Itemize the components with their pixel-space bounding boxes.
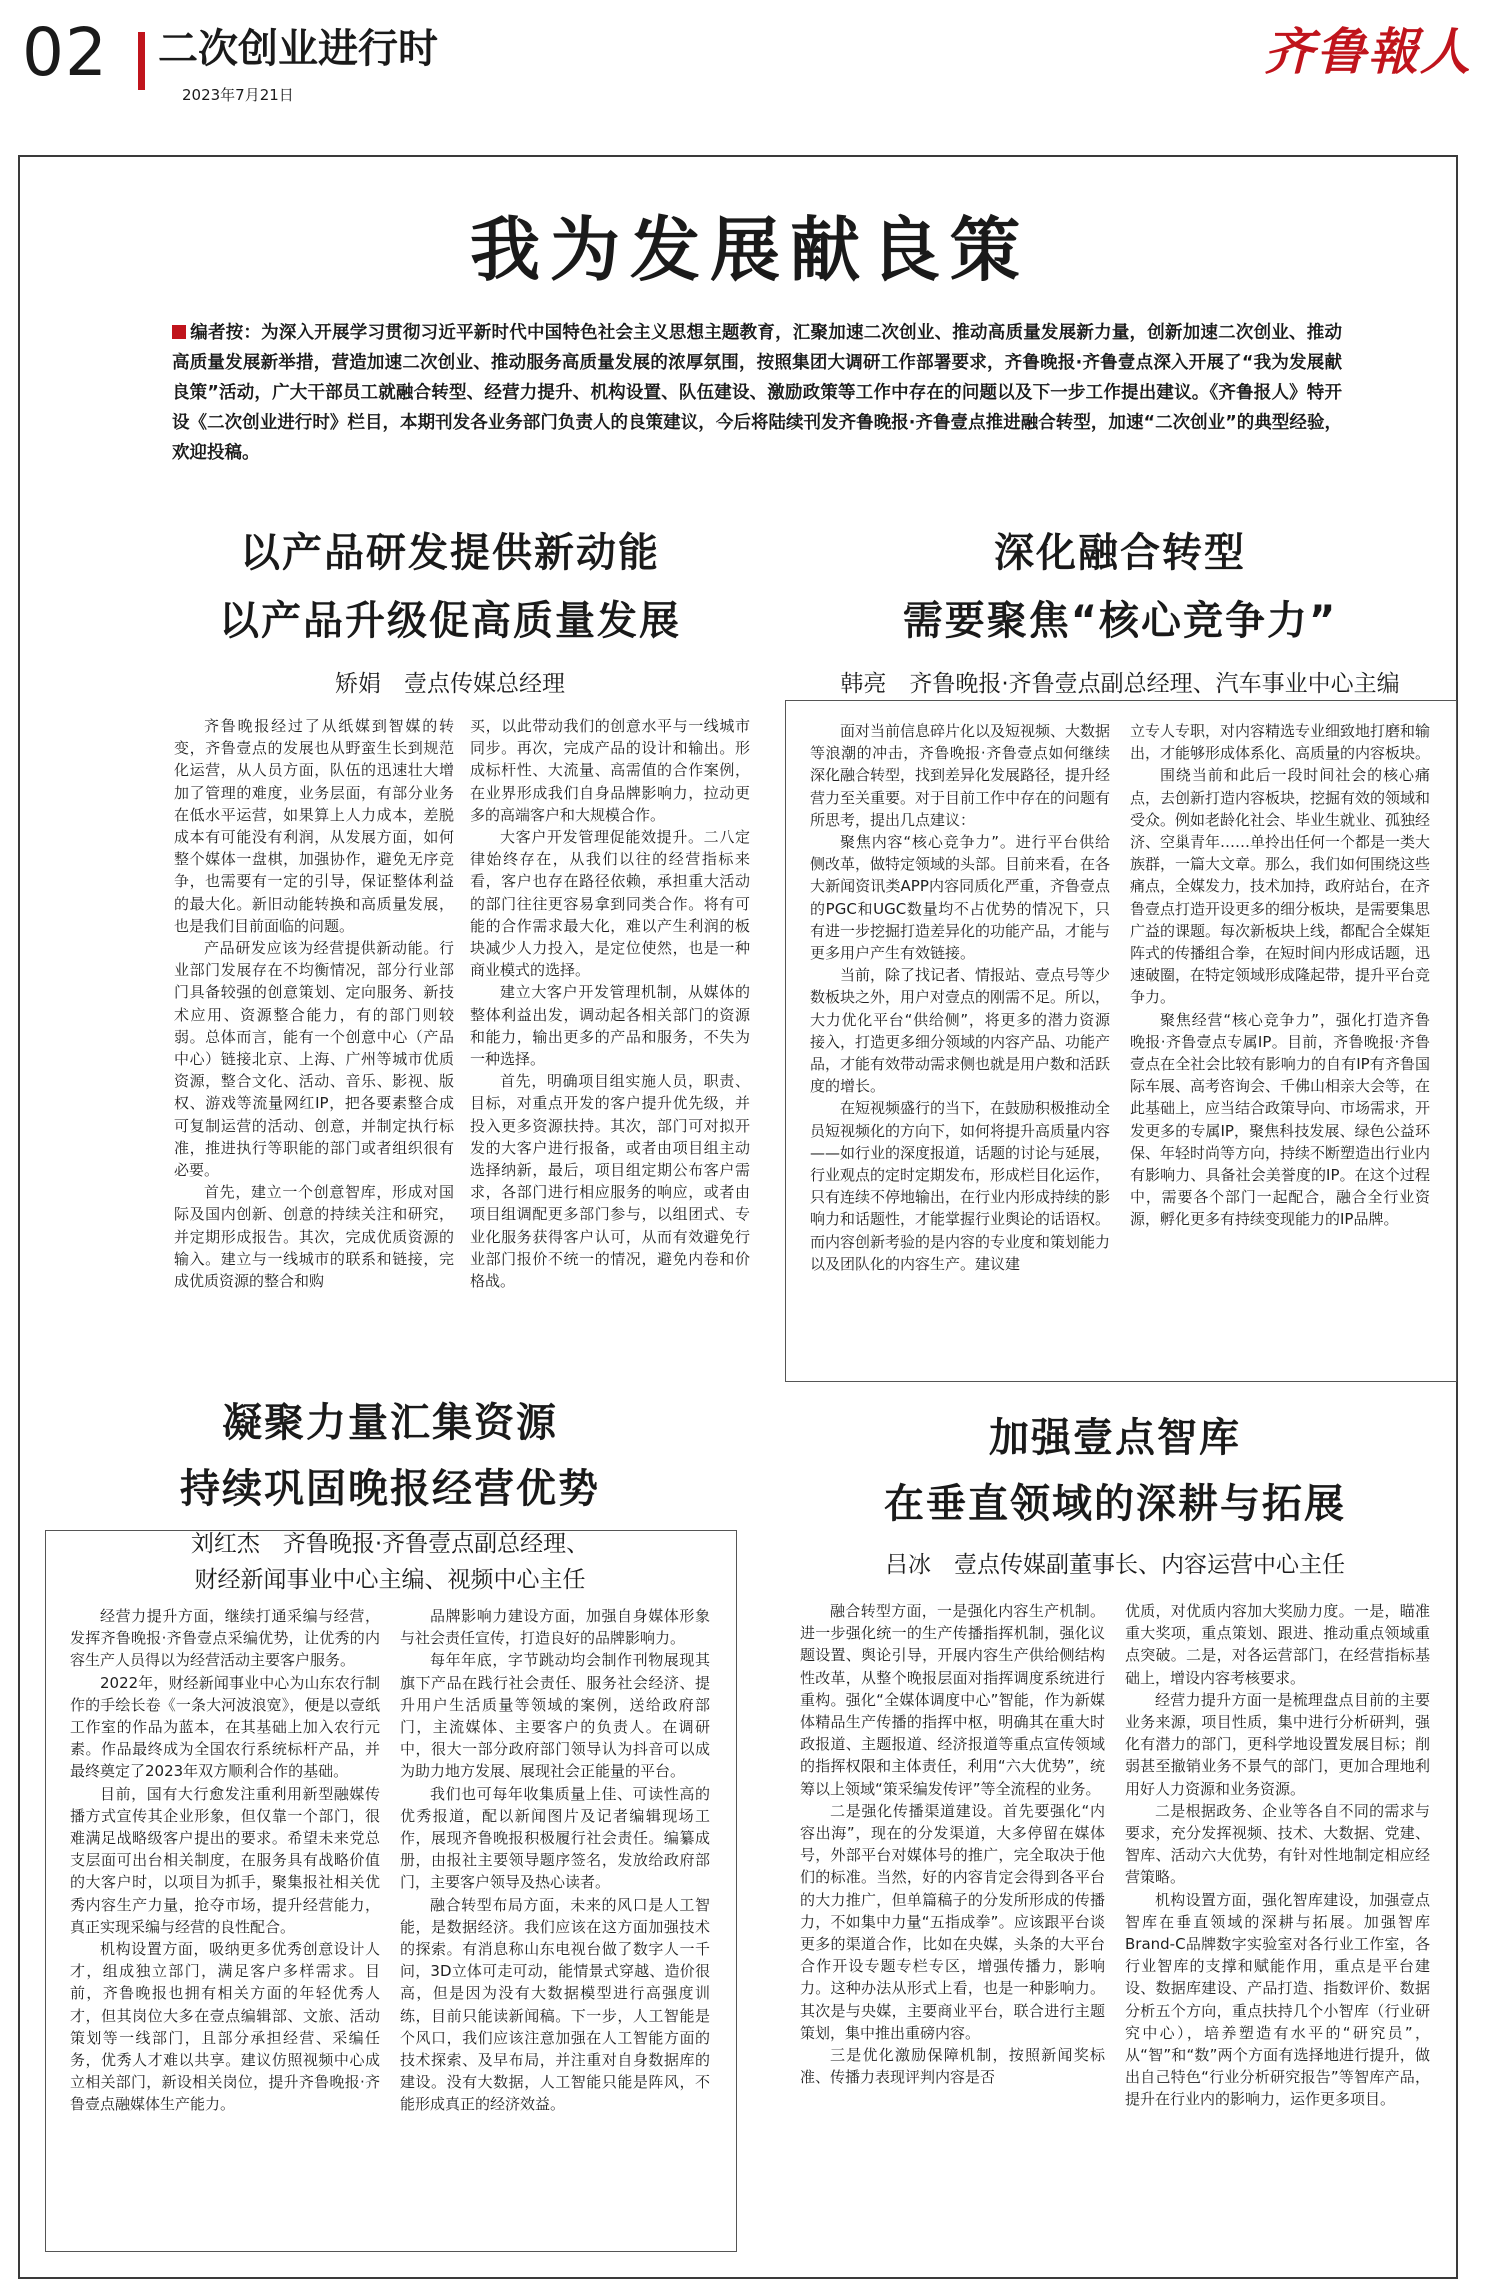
article-product-development [150, 525, 750, 1291]
article-body [70, 1605, 710, 2245]
paragraph: 2022年，财经新闻事业中心为山东农行制作的手绘长卷《一条大河波浪宽》，便是以壹纸工作室的作品为蓝本，在其基础上加入农行元素。作品最终成为全国农行系统标杆产品，并最终奠定了2023年双方顺利合作的基础。 [70, 1673, 380, 1781]
article-column-left [800, 1600, 1105, 2250]
section-divider-bar [138, 32, 145, 90]
paragraph: 买，以此带动我们的创意水平与一线城市同步。再次，完成产品的设计和输出。形成标杆性、大流量、高需值的合作案例，在业界形成我们自身品牌影响力，拉动更多的高端客户和大规模合作。 [470, 717, 750, 824]
paragraph: 品牌影响力建设方面，加强自身媒体形象与社会责任宣传，打造良好的品牌影响力。 [400, 1607, 710, 1648]
paragraph: 二是根据政务、企业等各自不同的需求与要求，充分发挥视频、技术、大数据、党建、智库、活动六大优势，有针对性地制定相应经营策略。 [1125, 1801, 1430, 1887]
article-author: 韩亮 齐鲁晚报·齐鲁壹点副总经理、汽车事业中心主编 [840, 671, 1400, 697]
paragraph: 聚焦经营“核心竞争力”，强化打造齐鲁晚报·齐鲁壹点专属IP。目前，齐鲁晚报·齐鲁壹点在全社会比较有影响力的自有IP有齐鲁国际车展、高考咨询会、千佛山相亲大会等，在此基础上，应当结合政策导向、市场需求，开发更多的专属IP，聚焦科技发展、绿色公益环保、年轻时尚等方向，持续不断塑造出行业内有影响力、具备社会美誉度的IP。在这个过程中，需要各个部门一起配合，融合全行业资源，孵化更多有持续变现能力的IP品牌。 [1130, 1010, 1431, 1229]
article-author-line1: 刘红杰 齐鲁晚报·齐鲁壹点副总经理、 [190, 1531, 590, 1557]
paragraph: 当前，除了找记者、情报站、壹点号等少数板块之外，用户对壹点的刚需不足。所以，大力优化平台“供给侧”，将更多的潜力资源接入，打造更多细分领域的内容产品、功能产品，才能有效带动需求侧也就是用户数和活跃度的增长。 [810, 966, 1111, 1096]
article-column-left [70, 1605, 380, 2245]
paragraph: 融合转型布局方面，未来的风口是人工智能，是数据经济。我们应该在这方面加强技术的探索。有消息称山东电视台做了数字人一千问，3D立体可走可动，能情景式穿越、造价很高，但是因为没有大数据模型进行高强度训练，目前只能读新闻稿。下一步，人工智能是个风口，我们应该注意加强在人工智能方面的技术探索、及早布局，并注重对自身数据库的建设。没有大数据，人工智能只能是阵风，不能形成真正的经济效益。 [400, 1895, 710, 2114]
article-author-line2: 财经新闻事业中心主编、视频中心主任 [194, 1567, 586, 1593]
article-think-tank [790, 1410, 1440, 2260]
paragraph: 融合转型方面，一是强化内容生产机制。进一步强化统一的生产传播指挥机制，强化议题设置、舆论引导，开展内容生产供给侧结构性改革，从整个晚报层面对指挥调度系统进行重构。强化“全媒体调度中心”智能，作为新媒体精品生产传播的指挥中枢，明确其在重大时政报道、主题报道、经济报道等重点宣传领域的指挥权限和主体责任，利用“六大优势”，统筹以上领域“策采编发传评”等全流程的业务。 [800, 1602, 1105, 1798]
paragraph: 围绕当前和此后一段时间社会的核心痛点，去创新打造内容板块，挖掘有效的领域和受众。例如老龄化社会、毕业生就业、孤独经济、空巢青年……单拎出任何一个都是一类大族群，一篇大文章。那么，我们如何围绕这些痛点，全媒发力，技术加持，政府站台，在齐鲁壹点打造开设更多的细分板块，是需要集思广益的课题。每次新板块上线，都配合全媒矩阵式的传播组合拳，在短时间内形成话题，迅速破圈，在特定领域形成隆起带，提升平台竞争力。 [1130, 766, 1431, 1007]
paragraph: 三是优化激励保障机制，按照新闻奖标准、传播力表现评判内容是否 [800, 2046, 1105, 2087]
article-author: 矫娟 壹点传媒总经理 [335, 671, 565, 697]
paragraph: 齐鲁晚报经过了从纸媒到智媒的转变，齐鲁壹点的发展也从野蛮生长到规范化运营，从人员方面，队伍的迅速壮大增加了管理的难度，业务层面，有部分业务在低水平运营，如果算上人力成本，差脱成本有可能没有利润，从发展方面，如何整个媒体一盘棋，加强协作，避免无序竞争，也需要有一定的引导，保证整体利益的最大化。新旧动能转换和高质量发展，也是我们目前面临的问题。 [174, 717, 454, 935]
paragraph: 我们也可每年收集质量上佳、可读性高的优秀报道，配以新闻图片及记者编辑现场工作，展现齐鲁晚报积极履行社会责任。编纂成册，由报社主要领导题序签名，发放给政府部门，主要客户领导及热心读者。 [400, 1784, 710, 1892]
article-title-line1: 深化融合转型 [994, 530, 1246, 576]
page-header [0, 0, 1500, 110]
article-body [800, 1600, 1430, 2250]
paragraph: 机构设置方面，吸纳更多优秀创意设计人才，组成独立部门，满足客户多样需求。目前，齐鲁晚报也拥有相关方面的年轻优秀人才，但其岗位大多在壹点编辑部、文旅、活动策划等一线部门，且部分承担经营、采编任务，优秀人才难以共享。建议仿照视频中心成立相关部门，新设相关岗位，提升齐鲁晚报·齐鲁壹点融媒体生产能力。 [70, 1940, 380, 2114]
article-body [810, 720, 1430, 1360]
red-square-icon [172, 325, 186, 339]
issue-date: 2023年7月21日 [182, 86, 294, 104]
paragraph: 二是强化传播渠道建设。首先要强化“内容出海”，现在的分发渠道，大多停留在媒体号，外部平台对媒体号的推广，完全取决于他们的标准。当然，好的内容肯定会得到各平台的大力推广，但单篇稿子的分发所形成的传播力，不如集中力量“五指成拳”。应该跟平台谈更多的渠道合作，比如在央媒，头条的大平台合作开设专题专栏专区，增强传播力，影响力。这种办法从形式上看，也是一种影响力。其次是与央媒，主要商业平台，联合进行主题策划，集中推出重磅内容。 [800, 1801, 1105, 2042]
paragraph: 首先，明确项目组实施人员，职责、目标，对重点开发的客户提升优先级，并投入更多资源扶持。其次，部门可对拟开发的大客户进行报备，或者由项目组主动选择纳新，最后，项目组定期公布客户需求，各部门进行相应服务的响应，或者由项目组调配更多部门参与，以组团式、专业化服务获得客户认可，从而有效避免行业部门报价不统一的情况，避免内卷和价格战。 [470, 1072, 750, 1291]
editor-note-text: 编者按：为深入开展学习贯彻习近平新时代中国特色社会主义思想主题教育，汇聚加速二次创业、推动高质量发展新力量，创新加速二次创业、推动高质量发展新举措，营造加速二次创业、推动服务高质量发展的浓厚氛围，按照集团大调研工作部署要求，齐鲁晚报·齐鲁壹点深入开展了“我为发展献良策”活动，广大干部员工就融合转型、经营力提升、机构设置、队伍建设、激励政策等工作中存在的问题以及下一步工作提出建议。《齐鲁报人》特开设《二次创业进行时》栏目，本期刊发各业务部门负责人的良策建议，今后将陆续刊发齐鲁晚报·齐鲁壹点推进融合转型，加速“二次创业”的典型经验，欢迎投稿。 [172, 323, 1342, 463]
article-column-left [174, 715, 454, 1291]
article-column-right [400, 1605, 710, 2245]
article-column-left [810, 720, 1110, 1360]
paragraph: 产品研发应该为经营提供新动能。行业部门发展存在不均衡情况，部分行业部门具备较强的创意策划、定向服务、新技术应用、资源整合能力，有的部门则较弱。总体而言，能有一个创意中心（产品中心）链接北京、上海、广州等城市优质资源，整合文化、活动、音乐、影视、版权、游戏等流量网红IP，把各要素整合成可复制运营的活动、创意，并制定执行标准，推进执行等职能的部门或者组织很有必要。 [174, 939, 454, 1180]
page-number: 02 [22, 14, 108, 91]
article-title-line1: 凝聚力量汇集资源 [222, 1400, 558, 1446]
paragraph: 面对当前信息碎片化以及短视频、大数据等浪潮的冲击，齐鲁晚报·齐鲁壹点如何继续深化融合转型，找到差异化发展路径，提升经营力至关重要。对于目前工作中存在的问题有所思考，提出几点建议： [810, 722, 1111, 829]
article-evening-paper-advantage [60, 1395, 720, 2255]
paragraph: 经营力提升方面，继续打通采编与经营，发挥齐鲁晚报·齐鲁壹点采编优势，让优秀的内容生产人员得以为经营活动主要客户服务。 [70, 1607, 380, 1670]
paragraph: 首先，建立一个创意智库，形成对国际及国内创新、创意的持续关注和研究，并定期形成报告。其次，完成优质资源的输入。建立与一线城市的联系和链接，完成优质资源的整合和购 [174, 1183, 454, 1291]
article-column-right [1130, 720, 1430, 1360]
paragraph: 经营力提升方面一是梳理盘点目前的主要业务来源，项目性质，集中进行分析研判，强化有潜力的部门，更科学地设置发展目标；削弱甚至撤销业务不景气的部门，更加合理地利用好人力资源和业务资源。 [1125, 1690, 1430, 1798]
paragraph: 在短视频盛行的当下，在鼓励积极推动全员短视频化的方向下，如何将提升高质量内容——如行业的深度报道，话题的讨论与延展，行业观点的定时定期发布，形成栏目化运作，只有连续不停地输出，在行业内形成持续的影响力和话题性，才能掌握行业舆论的话语权。而内容创新考验的是内容的专业度和策划能力以及团队化的内容生产。建议建 [810, 1099, 1111, 1273]
paragraph: 每年年底，字节跳动均会制作刊物展现其旗下产品在践行社会责任、服务社会经济、提升用户生活质量等领域的案例，送给政府部门，主流媒体、主要客户的负责人。在调研中，很大一部分政府部门领导认为抖音可以成为助力地方发展、展现社会正能量的平台。 [400, 1651, 710, 1781]
article-core-competitiveness [800, 525, 1440, 1365]
paragraph: 立专人专职，对内容精选专业细致地打磨和输出，才能够形成体系化、高质量的内容板块。 [1130, 722, 1431, 763]
article-column-right [470, 715, 750, 1291]
article-title-line1: 加强壹点智库 [989, 1415, 1241, 1461]
section-title: 二次创业进行时 [158, 26, 438, 72]
paragraph: 目前，国有大行愈发注重利用新型融媒传播方式宣传其企业形象，但仅靠一个部门，很难满足战略级客户提出的要求。希望未来党总支层面可出台相关制度，在服务具有战略价值的大客户时，以项目为抓手，聚集报社相关优秀内容生产力量，抢夺市场，提升经营能力，真正实现采编与经营的良性配合。 [70, 1784, 380, 1936]
article-author: 吕冰 壹点传媒副董事长、内容运营中心主任 [885, 1552, 1345, 1578]
paragraph: 优质，对优质内容加大奖励力度。一是，瞄准重大奖项，重点策划、跟进、推动重点领域重点突破。二是，对各运营部门，在经营指标基础上，增设内容考核要求。 [1125, 1602, 1430, 1687]
article-title-line2: 以产品升级促高质量发展 [219, 598, 681, 644]
paragraph: 建立大客户开发管理机制，从媒体的整体利益出发，调动起各相关部门的资源和能力，输出更多的产品和服务，不失为一种选择。 [470, 983, 750, 1069]
article-title-line2: 在垂直领域的深耕与拓展 [884, 1481, 1346, 1527]
article-title-line1: 以产品研发提供新动能 [240, 530, 660, 576]
article-column-right [1125, 1600, 1430, 2250]
newspaper-logo: 齐鲁報人 [1264, 22, 1472, 81]
main-headline: 我为发展献良策 [470, 209, 1030, 291]
article-title-line2: 持续巩固晚报经营优势 [180, 1466, 600, 1512]
article-body [174, 715, 750, 1291]
paragraph: 聚焦内容“核心竞争力”。进行平台供给侧改革，做特定领域的头部。目前来看，在各大新闻资讯类APP内容同质化严重，齐鲁壹点的PGC和UGC数量均不占优势的情况下，只有进一步挖掘打造差异化的功能产品，才能与更多用户产生有效链接。 [810, 833, 1111, 963]
paragraph: 大客户开发管理促能效提升。二八定律始终存在，从我们以往的经营指标来看，客户也存在路径依赖，承担重大活动的部门往往更容易拿到同类合作。将有可能的合作需求最大化，难以产生利润的板块减少人力投入，是定位使然，也是一种商业模式的选择。 [470, 828, 750, 980]
editor-note [172, 318, 1342, 468]
article-title-line2: 需要聚焦“核心竞争力” [902, 598, 1338, 644]
paragraph: 机构设置方面，强化智库建设，加强壹点智库在垂直领域的深耕与拓展。加强智库Brand-C品牌数字实验室对各行业工作室，各行业智库的支撑和赋能作用，重点是平台建设、数据库建设、产品打造、指数评价、数据分析五个方向，重点扶持几个小智库（行业研究中心），培养塑造有水平的“研究员”，从“智”和“数”两个方面有选择地进行提升，做出自己特色“行业分析研究报告”等智库产品，提升在行业内的影响力，运作更多项目。 [1125, 1890, 1430, 2109]
